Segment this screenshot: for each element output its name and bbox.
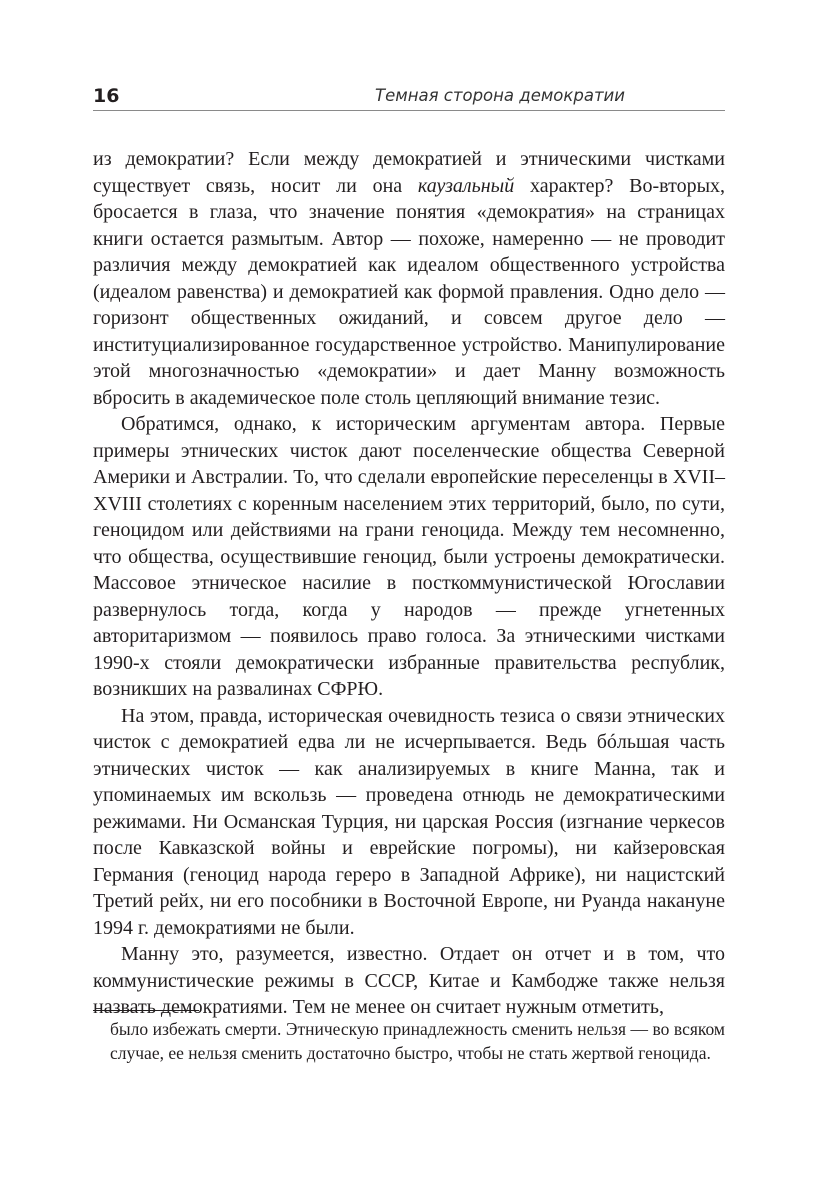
page-number: 16 (93, 85, 120, 107)
running-title: Темная сторона демократии (375, 86, 625, 105)
footnote (110, 1018, 725, 1065)
running-header (93, 84, 725, 111)
main-text (93, 146, 725, 1021)
emphasized-word: каузальный (417, 174, 515, 197)
paragraph-3: На этом, правда, историческая очевидность тезиса о связи этнических чисток с демократией едва ли не исчерпывается. Ведь бóльшая часть этнических чисток — как анализируемых в книге Манна, так и упоминаемых им вскользь — проведена отнюдь не демократическими режимами. Ни Османская Турция, ни царская Россия (изгнание черкесов после Кавказской войны и еврейские погромы), ни кайзеровская Германия (геноцид народа гереро в Западной Африке), ни нацистский Третий рейх, ни его пособники в Восточной Европе, ни Руанда накануне 1994 г. демократиями не были. (93, 704, 725, 939)
paragraph-1 (93, 146, 725, 411)
paragraph-4: Манну это, разумеется, известно. Отдает он отчет и в том, что коммунистические режимы в СССР, Китае и Камбодже также нельзя назвать демократиями. Тем не менее он считает нужным отметить, (93, 943, 725, 1018)
footnote-text: было избежать смерти. Этническую принадлежность сменить нельзя — во всяком случае, ее нельзя сменить достаточно быстро, чтобы не стать жертвой геноцида. (110, 1019, 725, 1063)
paragraph-1-end: характер? Во-вторых, бросается в глаза, что значение понятия «демократия» на страницах книги остается размытым. Автор — похоже, намеренно — не проводит различия между демократией как идеалом общественного устройства (идеалом равенства) и демократией как формой правления. Одно дело — горизонт общественных ожиданий, и совсем другое дело — институциализированное государственное устройство. Манипулирование этой многозначностью «демократии» и дает Манну возможность вбросить в академическое поле столь цепляющий внимание тезис. (93, 174, 726, 409)
footnote-separator (93, 1010, 199, 1011)
paragraph-2: Обратимся, однако, к историческим аргументам автора. Первые примеры этнических чисток дают поселенческие общества Северной Америки и Австралии. То, что сделали европейские переселенцы в XVII–XVIII столетиях с коренным населением этих территорий, было, по сути, геноцидом или действиями на грани геноцида. Между тем несомненно, что общества, осуществившие геноцид, были устроены демократически. Массовое этническое насилие в посткоммунистической Югославии развернулось тогда, когда у народов — прежде угнетенных авторитаризмом — появилось право голоса. За этническими чистками 1990-х стояли демократически избранные правительства республик, возникших на развалинах СФРЮ. (93, 413, 725, 700)
paragraph-1-start: из демократии? Если между демократией и этническими чистками существует связь, носит ли она (93, 148, 725, 197)
